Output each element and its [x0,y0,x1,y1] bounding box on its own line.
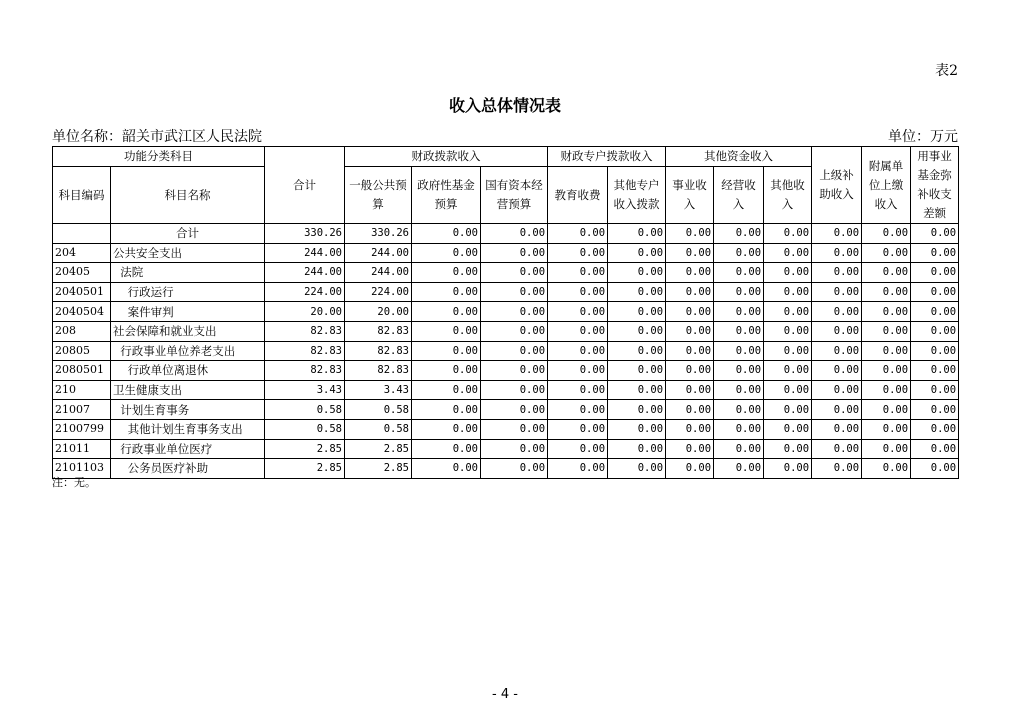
cell-other-sp: 0.00 [608,302,666,322]
cell-other-inc: 0.00 [764,459,812,479]
cell-code: 21007 [53,400,111,420]
cell-state: 0.00 [481,361,548,381]
cell-other-inc: 0.00 [764,400,812,420]
cell-operating: 0.00 [714,224,764,244]
cell-other-sp: 0.00 [608,243,666,263]
cell-other-sp: 0.00 [608,361,666,381]
cell-total: 330.26 [265,224,345,244]
cell-general: 20.00 [345,302,412,322]
cell-affiliated: 0.00 [862,243,911,263]
cell-operating: 0.00 [714,282,764,302]
cell-edu: 0.00 [548,341,608,361]
cell-affiliated: 0.00 [862,400,911,420]
cell-edu: 0.00 [548,419,608,439]
cell-superior: 0.00 [812,459,862,479]
cell-gov-fund: 0.00 [412,361,481,381]
cell-state: 0.00 [481,282,548,302]
cell-other-inc: 0.00 [764,282,812,302]
header-state-capital: 国有资本经营预算 [481,167,548,224]
cell-name: 卫生健康支出 [111,380,265,400]
cell-business: 0.00 [666,282,714,302]
cell-operating: 0.00 [714,341,764,361]
page-title: 收入总体情况表 [448,96,561,115]
cell-gov-fund: 0.00 [412,302,481,322]
cell-gov-fund: 0.00 [412,459,481,479]
unit-currency: 单位：万元 [888,129,958,145]
cell-superior: 0.00 [812,400,862,420]
cell-other-sp: 0.00 [608,400,666,420]
cell-other-sp: 0.00 [608,459,666,479]
header-other-group: 其他资金收入 [666,147,812,167]
header-name: 科目名称 [111,167,265,224]
cell-name: 社会保障和就业支出 [111,321,265,341]
page-number: - 4 - [492,687,518,702]
cell-total: 224.00 [265,282,345,302]
table-row [53,263,959,283]
cell-operating: 0.00 [714,400,764,420]
cell-gov-fund: 0.00 [412,380,481,400]
header-special-group: 财政专户拨款收入 [548,147,666,167]
cell-edu: 0.00 [548,321,608,341]
cell-affiliated: 0.00 [862,380,911,400]
header-fiscal-group: 财政拨款收入 [345,147,548,167]
cell-business: 0.00 [666,302,714,322]
cell-total: 2.85 [265,439,345,459]
cell-other-sp: 0.00 [608,263,666,283]
cell-business: 0.00 [666,263,714,283]
cell-superior: 0.00 [812,282,862,302]
cell-general: 0.58 [345,400,412,420]
cell-fund: 0.00 [911,263,959,283]
cell-other-sp: 0.00 [608,341,666,361]
table-row [53,419,959,439]
cell-name: 公务员医疗补助 [111,459,265,479]
cell-superior: 0.00 [812,243,862,263]
cell-state: 0.00 [481,380,548,400]
cell-fund: 0.00 [911,459,959,479]
cell-edu: 0.00 [548,400,608,420]
cell-code [53,224,111,244]
cell-code: 2100799 [53,419,111,439]
cell-superior: 0.00 [812,341,862,361]
cell-affiliated: 0.00 [862,282,911,302]
cell-business: 0.00 [666,243,714,263]
cell-superior: 0.00 [812,419,862,439]
cell-fund: 0.00 [911,321,959,341]
cell-superior: 0.00 [812,224,862,244]
cell-code: 20805 [53,341,111,361]
cell-gov-fund: 0.00 [412,263,481,283]
cell-other-inc: 0.00 [764,419,812,439]
cell-code: 20405 [53,263,111,283]
cell-name: 行政单位离退休 [111,361,265,381]
cell-operating: 0.00 [714,243,764,263]
table-body [53,224,959,479]
header-gov-fund: 政府性基金预算 [412,167,481,224]
cell-business: 0.00 [666,361,714,381]
cell-other-inc: 0.00 [764,243,812,263]
cell-business: 0.00 [666,439,714,459]
cell-affiliated: 0.00 [862,263,911,283]
cell-affiliated: 0.00 [862,419,911,439]
cell-code: 2080501 [53,361,111,381]
cell-operating: 0.00 [714,302,764,322]
unit-name: 单位名称：韶关市武江区人民法院 [52,129,262,145]
cell-name: 法院 [111,263,265,283]
cell-name: 行政事业单位医疗 [111,439,265,459]
cell-total: 2.85 [265,459,345,479]
cell-code: 21011 [53,439,111,459]
cell-name: 合计 [111,224,265,244]
cell-other-inc: 0.00 [764,361,812,381]
table-label: 表2 [935,63,958,79]
cell-gov-fund: 0.00 [412,439,481,459]
header-func-group: 功能分类科目 [53,147,265,167]
income-table [52,146,959,479]
cell-name: 行政事业单位养老支出 [111,341,265,361]
table-row [53,321,959,341]
cell-code: 2040504 [53,302,111,322]
cell-total: 20.00 [265,302,345,322]
cell-general: 244.00 [345,263,412,283]
cell-other-inc: 0.00 [764,380,812,400]
cell-fund: 0.00 [911,243,959,263]
cell-edu: 0.00 [548,243,608,263]
cell-total: 82.83 [265,361,345,381]
cell-fund: 0.00 [911,282,959,302]
cell-state: 0.00 [481,243,548,263]
header-operating: 经营收入 [714,167,764,224]
cell-fund: 0.00 [911,439,959,459]
cell-edu: 0.00 [548,302,608,322]
cell-edu: 0.00 [548,459,608,479]
cell-general: 82.83 [345,361,412,381]
header-other-special: 其他专户收入拨款 [608,167,666,224]
table-row [53,380,959,400]
cell-state: 0.00 [481,341,548,361]
table-row [53,400,959,420]
cell-fund: 0.00 [911,224,959,244]
cell-total: 244.00 [265,263,345,283]
cell-name: 行政运行 [111,282,265,302]
cell-affiliated: 0.00 [862,361,911,381]
cell-total: 0.58 [265,419,345,439]
cell-operating: 0.00 [714,419,764,439]
header-code: 科目编码 [53,167,111,224]
table-row [53,439,959,459]
cell-business: 0.00 [666,400,714,420]
cell-gov-fund: 0.00 [412,243,481,263]
header-edu-fee: 教育收费 [548,167,608,224]
cell-total: 82.83 [265,321,345,341]
cell-general: 0.58 [345,419,412,439]
cell-other-inc: 0.00 [764,341,812,361]
cell-total: 0.58 [265,400,345,420]
table-row [53,459,959,479]
cell-business: 0.00 [666,321,714,341]
header-superior-subsidy: 上级补助收入 [812,147,862,224]
cell-operating: 0.00 [714,263,764,283]
cell-fund: 0.00 [911,341,959,361]
cell-business: 0.00 [666,419,714,439]
cell-code: 2040501 [53,282,111,302]
header-fund-make-up: 用事业基金弥补收支差额 [911,147,959,224]
cell-code: 208 [53,321,111,341]
cell-other-inc: 0.00 [764,263,812,283]
cell-affiliated: 0.00 [862,321,911,341]
cell-fund: 0.00 [911,419,959,439]
cell-business: 0.00 [666,459,714,479]
cell-operating: 0.00 [714,439,764,459]
cell-other-sp: 0.00 [608,282,666,302]
cell-edu: 0.00 [548,263,608,283]
cell-state: 0.00 [481,224,548,244]
header-other-income: 其他收入 [764,167,812,224]
cell-business: 0.00 [666,224,714,244]
cell-code: 204 [53,243,111,263]
cell-fund: 0.00 [911,302,959,322]
cell-state: 0.00 [481,439,548,459]
cell-gov-fund: 0.00 [412,341,481,361]
cell-total: 3.43 [265,380,345,400]
cell-superior: 0.00 [812,361,862,381]
cell-general: 330.26 [345,224,412,244]
cell-name: 其他计划生育事务支出 [111,419,265,439]
cell-superior: 0.00 [812,302,862,322]
cell-business: 0.00 [666,341,714,361]
cell-fund: 0.00 [911,361,959,381]
cell-name: 案件审判 [111,302,265,322]
table-row [53,361,959,381]
cell-other-inc: 0.00 [764,302,812,322]
cell-state: 0.00 [481,419,548,439]
cell-edu: 0.00 [548,439,608,459]
cell-fund: 0.00 [911,380,959,400]
cell-operating: 0.00 [714,380,764,400]
cell-total: 244.00 [265,243,345,263]
cell-affiliated: 0.00 [862,224,911,244]
cell-general: 2.85 [345,439,412,459]
cell-superior: 0.00 [812,439,862,459]
header-general-budget: 一般公共预算 [345,167,412,224]
cell-name: 计划生育事务 [111,400,265,420]
cell-gov-fund: 0.00 [412,282,481,302]
cell-fund: 0.00 [911,400,959,420]
cell-affiliated: 0.00 [862,341,911,361]
cell-edu: 0.00 [548,224,608,244]
cell-superior: 0.00 [812,263,862,283]
footnote: 注：无。 [52,476,96,489]
cell-state: 0.00 [481,321,548,341]
header-affiliated: 附属单位上缴收入 [862,147,911,224]
cell-edu: 0.00 [548,361,608,381]
cell-general: 3.43 [345,380,412,400]
table-row [53,302,959,322]
cell-other-sp: 0.00 [608,224,666,244]
cell-gov-fund: 0.00 [412,400,481,420]
cell-total: 82.83 [265,341,345,361]
cell-operating: 0.00 [714,361,764,381]
cell-gov-fund: 0.00 [412,224,481,244]
cell-name: 公共安全支出 [111,243,265,263]
cell-code: 2101103 [53,459,111,479]
cell-operating: 0.00 [714,459,764,479]
table-row [53,341,959,361]
cell-general: 244.00 [345,243,412,263]
cell-code: 210 [53,380,111,400]
table-row [53,224,959,244]
cell-superior: 0.00 [812,380,862,400]
header-business: 事业收入 [666,167,714,224]
cell-other-inc: 0.00 [764,439,812,459]
cell-other-inc: 0.00 [764,224,812,244]
cell-general: 224.00 [345,282,412,302]
cell-other-sp: 0.00 [608,419,666,439]
table-row [53,243,959,263]
cell-edu: 0.00 [548,282,608,302]
cell-affiliated: 0.00 [862,459,911,479]
cell-other-sp: 0.00 [608,439,666,459]
cell-other-inc: 0.00 [764,321,812,341]
cell-business: 0.00 [666,380,714,400]
cell-gov-fund: 0.00 [412,321,481,341]
cell-superior: 0.00 [812,321,862,341]
cell-affiliated: 0.00 [862,302,911,322]
cell-other-sp: 0.00 [608,380,666,400]
cell-state: 0.00 [481,400,548,420]
cell-general: 82.83 [345,321,412,341]
unit-info-row [52,126,958,144]
cell-other-sp: 0.00 [608,321,666,341]
cell-affiliated: 0.00 [862,439,911,459]
cell-state: 0.00 [481,459,548,479]
cell-general: 2.85 [345,459,412,479]
cell-gov-fund: 0.00 [412,419,481,439]
table-row [53,282,959,302]
cell-state: 0.00 [481,302,548,322]
header-total: 合计 [265,147,345,224]
cell-state: 0.00 [481,263,548,283]
cell-operating: 0.00 [714,321,764,341]
cell-general: 82.83 [345,341,412,361]
cell-edu: 0.00 [548,380,608,400]
